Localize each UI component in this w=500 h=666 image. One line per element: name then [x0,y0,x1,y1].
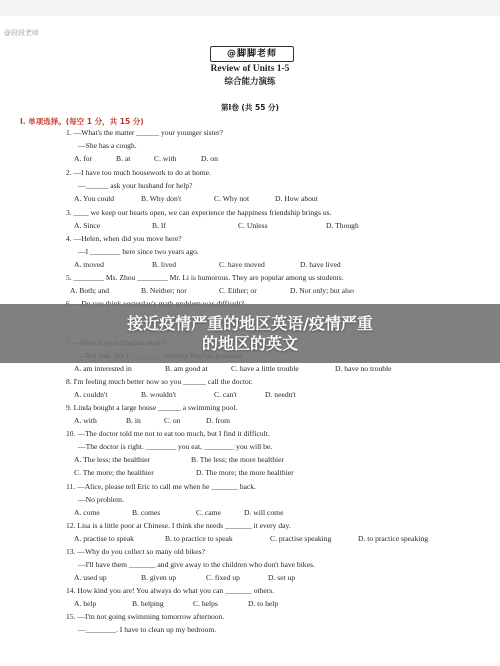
question-line: 1. —What's the matter ______ your younger sister? [66,128,224,137]
answer-option: B. lived [152,260,177,269]
answer-option: C. have moved [219,260,265,269]
answer-option: D. to practice speaking [358,534,429,543]
answer-option: A. The less; the healthier [74,455,150,464]
watermark-text: @段段老师 [4,29,39,37]
question-line: 13. —Why do you collect so many old bikes? [66,547,205,556]
question-line: —She has a cough. [78,141,137,150]
answer-option: C. Why not [214,194,250,203]
volume-heading: 第Ⅰ卷 (共 55 分) [221,103,279,112]
answer-option: A. moved [74,260,104,269]
question-line: —The doctor is right. ________ you eat, ________ you will be. [78,442,273,451]
overlay-banner-text [0,314,500,354]
answer-option: A. used up [74,573,107,582]
answer-option: A. practise to speak [74,534,134,543]
question-line: 10. —The doctor told me not to eat too much, but I find it difficult. [66,429,270,438]
answer-option: B. helping [132,599,164,608]
answer-option: A. am interested in [74,364,132,373]
answer-option: A. Since [74,221,101,230]
question-line: —No problem. [78,495,124,504]
answer-option: D. set up [268,573,296,582]
question-line: 3. ____ we keep our hearts open, we can experience the happiness friendship brings us. [66,208,332,217]
answer-option: C. Unless [238,221,268,230]
answer-option: D. The more; the more healthier [196,468,294,477]
answer-option: D. Not only; but also [290,286,354,295]
answer-option: D. have no trouble [335,364,392,373]
answer-option: D. from [206,416,231,425]
answer-option: C. with [154,154,177,163]
answer-option: B. wouldn't [141,390,177,399]
answer-option: A. come [74,508,100,517]
answer-option: C. The more; the healthier [74,468,154,477]
answer-option: B. comes [132,508,161,517]
question-line: —________. I have to clean up my bedroom. [78,625,217,634]
section-heading: I. 单项选择。(每空 1 分，共 15 分) [20,117,144,126]
question-line: 11. —Alice, please tell Eric to call me when he _______ back. [66,482,256,491]
publisher-logo: @脚脚老师 [210,46,294,62]
document-subtitle: 综合能力演练 [224,77,276,87]
question-line: 8. I'm feeling much better now so you ______ call the doctor. [66,377,253,386]
answer-option: C. practise speaking [270,534,332,543]
question-line: —______ ask your husband for help? [78,181,193,190]
answer-option: B. Neither; nor [141,286,187,295]
answer-option: D. needn't [265,390,296,399]
answer-option: B. Why don't [141,194,182,203]
answer-option: D. will come [244,508,284,517]
answer-option: A. for [74,154,93,163]
document-title: Review of Units 1-5 [210,64,290,74]
question-line: 4. —Helen, when did you move here? [66,234,182,243]
top-strip [0,0,500,16]
question-line: 9. Linda bought a large house ______ a swimming pool. [66,403,238,412]
answer-option: C. on [164,416,181,425]
question-line: —I'll have them _______ and give away to the children who don't have bikes. [78,560,315,569]
question-line: 14. How kind you are! You always do what you can _______ others. [66,586,275,595]
answer-option: C. Either; or [219,286,257,295]
answer-option: D. Though [326,221,359,230]
answer-option: B. am good at [165,364,208,373]
answer-option: D. How about [275,194,318,203]
question-line: 2. —I have too much housework to do at home. [66,168,211,177]
answer-option: A. help [74,599,97,608]
answer-option: A. couldn't [74,390,108,399]
question-line: 15. —I'm not going swimming tomorrow afternoon. [66,612,225,621]
question-line: 12. Lisa is a little poor at Chinese. I think she needs _______ it every day. [66,521,291,530]
question-line: —I ________ here since two years ago. [78,247,199,256]
answer-option: B. in [126,416,141,425]
answer-option: A. You could [74,194,115,203]
answer-option: B. to practice to speak [165,534,233,543]
question-line: 5. ________ Ms. Zhou ________ Mr. Li is humorous. They are popular among us students. [66,273,344,282]
answer-option: D. to help [248,599,279,608]
answer-option: C. have a little trouble [231,364,299,373]
answer-option: D. on [201,154,218,163]
answer-option: B. at [116,154,131,163]
answer-option: D. have lived [300,260,341,269]
answer-option: B. The less; the more healthier [191,455,285,464]
answer-option: A. with [74,416,97,425]
answer-option: C. can't [214,390,237,399]
answer-option: B. If [152,221,166,230]
answer-option: C. helps [193,599,218,608]
answer-option: C. fixed up [206,573,240,582]
banner-line-2: 的地区的英文 [201,334,298,353]
answer-option: C. came [196,508,221,517]
answer-option: A. Both; and [70,286,110,295]
answer-option: B. given up [141,573,177,582]
banner-line-1: 接近疫情严重的地区英语/疫情严重 [127,314,373,333]
